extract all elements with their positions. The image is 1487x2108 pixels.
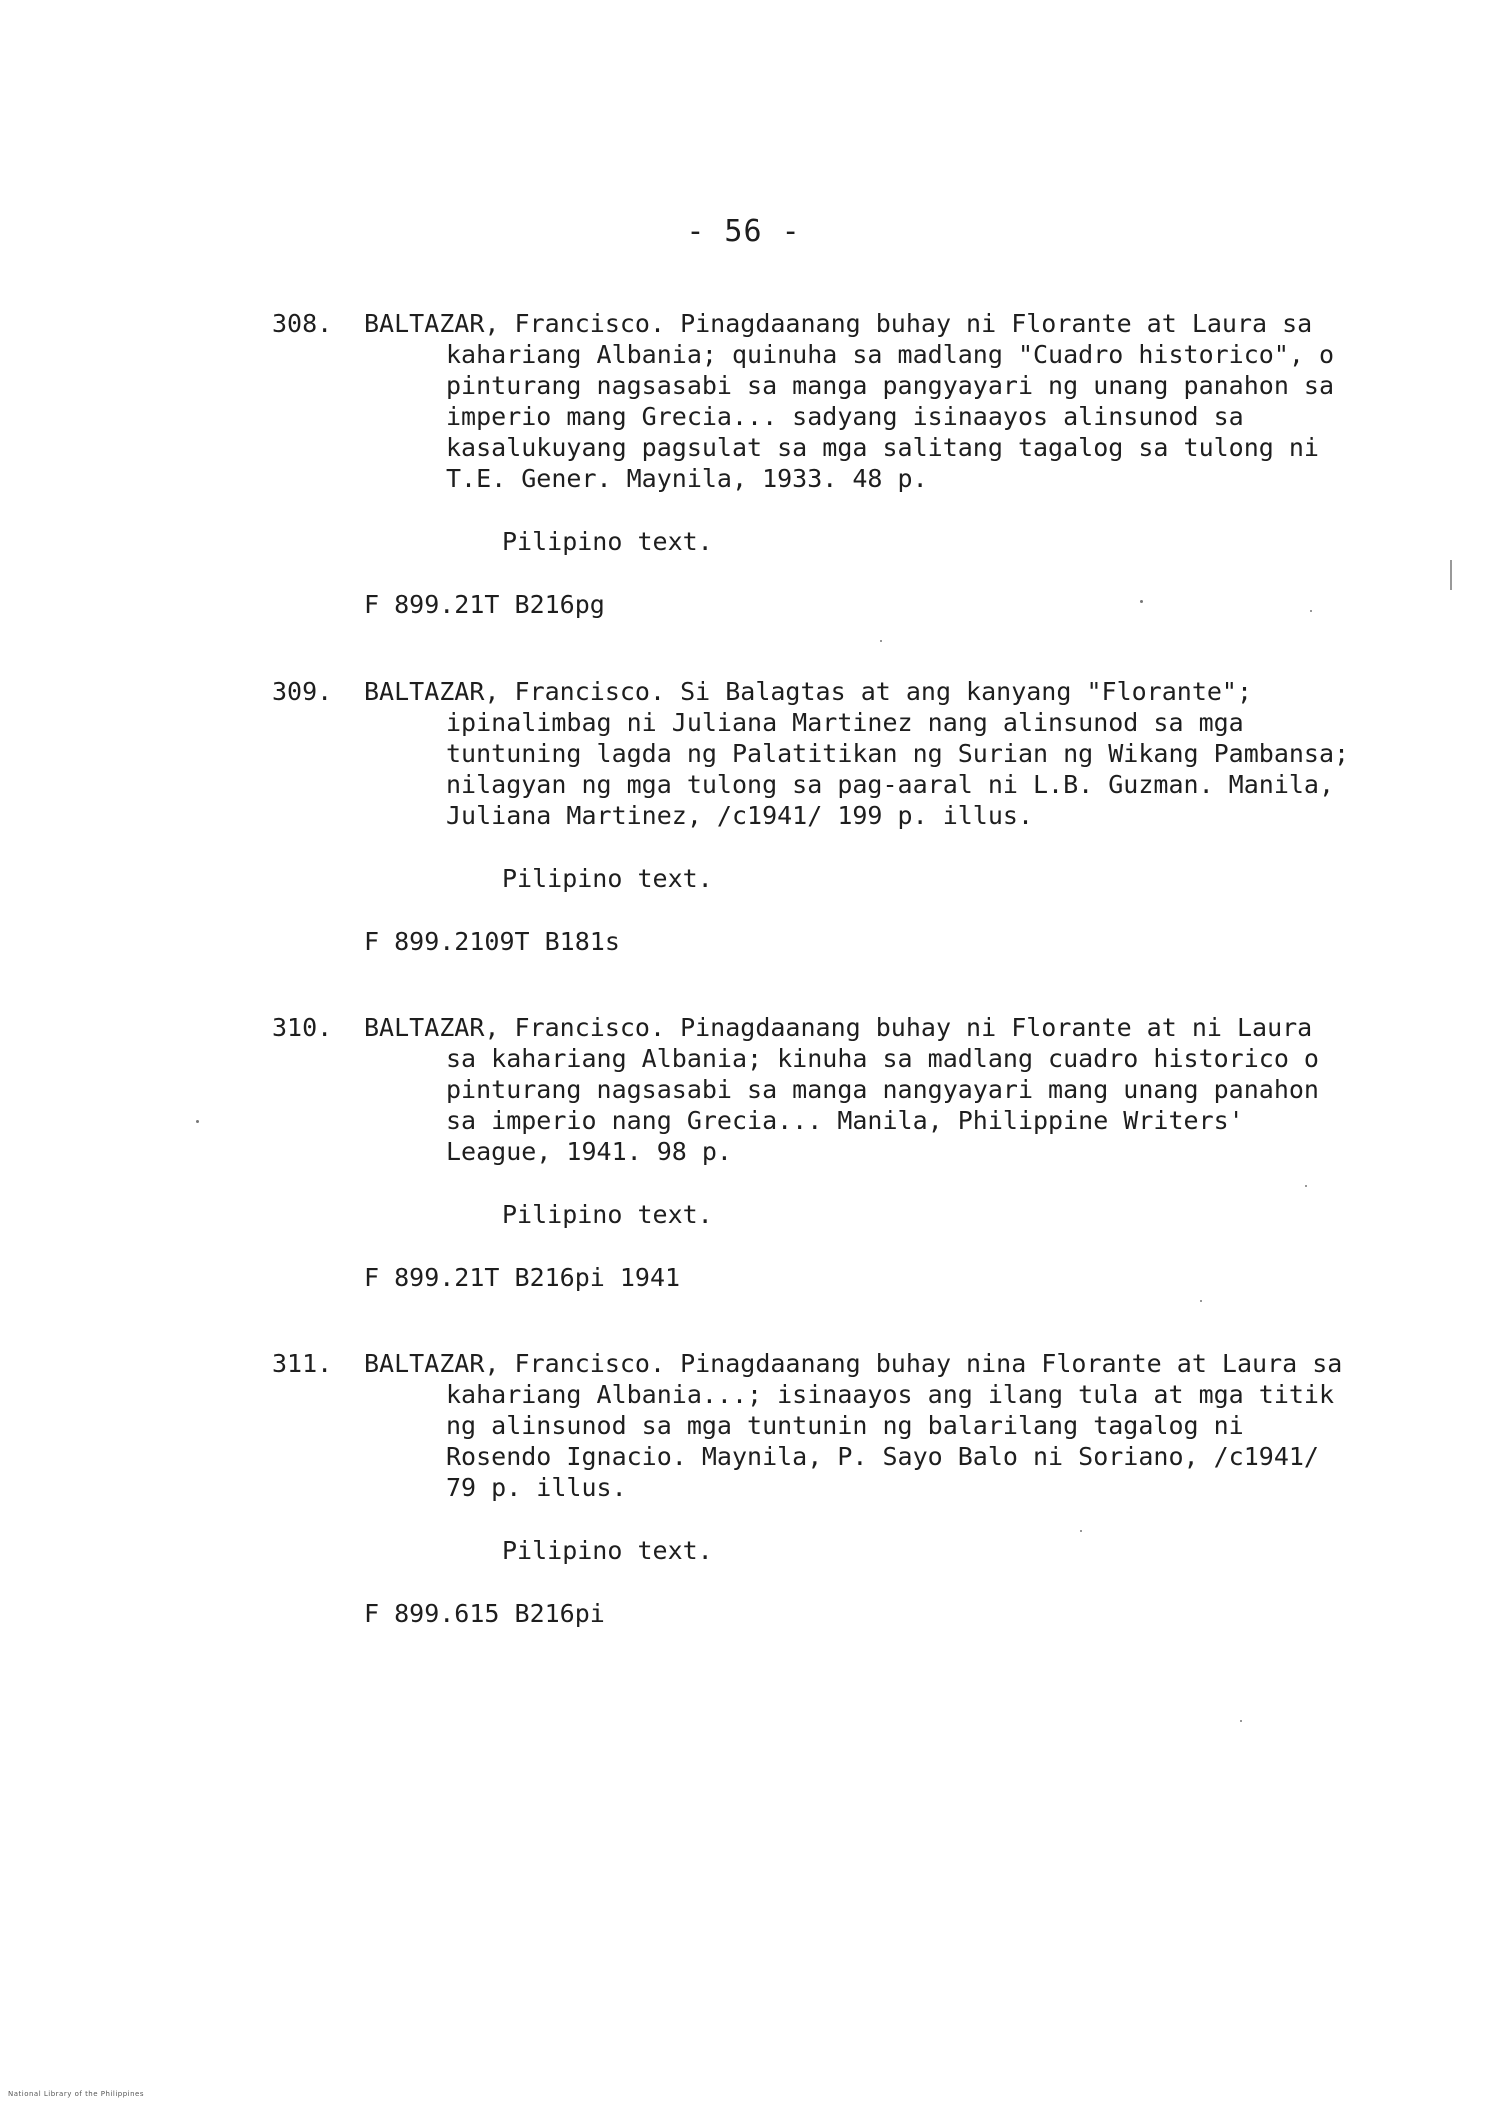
entry-citation: BALTAZAR, Francisco. Pinagdaanang buhay nina Florante at Laura sa kahariang Albania...; isinaayos ang ilang tula at mga titik ng alinsunod sa mga tuntunin ng balarilang tagalog ni Rosendo Ignacio. Maynila, P. Sayo Balo ni Soriano, /c1941/ 79 p. illus.: [364, 1349, 1343, 1502]
entry-citation: BALTAZAR, Francisco. Pinagdaanang buhay ni Florante at ni Laura sa kahariang Albania; kinuha sa madlang cuadro historico o pinturang nagsasabi sa manga nangyayari mang unang panahon sa imperio nang Grecia... Manila, Philippine Writers' League, 1941. 98 p.: [364, 1013, 1319, 1166]
scan-speck: [196, 1120, 199, 1123]
bibliography-entry-308: [272, 308, 1352, 620]
entry-language-note: Pilipino text.: [502, 1536, 713, 1565]
entry-call-number: F 899.21T B216pi 1941: [364, 1263, 681, 1292]
footer-credit: National Library of the Philippines: [8, 2090, 144, 2098]
entry-number: 310.: [272, 1013, 333, 1042]
scan-speck: [1305, 1185, 1307, 1187]
entry-language-note: Pilipino text.: [502, 864, 713, 893]
scan-speck: [1310, 610, 1312, 612]
page-number: - 56 -: [686, 214, 801, 249]
scan-speck: [1200, 1300, 1202, 1302]
entry-call-number: F 899.21T B216pg: [364, 590, 605, 619]
entry-citation: BALTAZAR, Francisco. Pinagdaanang buhay ni Florante at Laura sa kahariang Albania; quinuha sa madlang "Cuadro historico", o pinturang nagsasabi sa manga pangyayari ng unang panahon sa imperio mang Grecia... sadyang isinaayos alinsunod sa kasalukuyang pagsulat sa mga salitang tagalog sa tulong ni T.E. Gener. Maynila, 1933. 48 p.: [364, 309, 1335, 493]
entry-number: 311.: [272, 1349, 333, 1378]
scan-speck: [880, 640, 882, 642]
entry-citation: BALTAZAR, Francisco. Si Balagtas at ang kanyang "Florante"; ipinalimbag ni Juliana Martinez nang alinsunod sa mga tuntuning lagda ng Palatitikan ng Surian ng Wikang Pambansa; nilagyan ng mga tulong sa pag-aaral ni L.B. Guzman. Manila, Juliana Martinez, /c1941/ 199 p. illus.: [364, 677, 1350, 830]
bibliography-entry-311: [272, 1348, 1352, 1629]
bibliography-entry-309: [272, 676, 1352, 957]
scan-speck: [1140, 600, 1143, 603]
scan-speck: [1450, 560, 1452, 590]
scan-speck: [1080, 1530, 1082, 1532]
bibliography-entry-310: [272, 1012, 1352, 1293]
entry-call-number: F 899.615 B216pi: [364, 1599, 605, 1628]
entry-language-note: Pilipino text.: [502, 1200, 713, 1229]
scan-speck: [1240, 1720, 1242, 1722]
entry-language-note: Pilipino text.: [502, 527, 713, 556]
entry-number: 308.: [272, 309, 333, 338]
entry-call-number: F 899.2109T B181s: [364, 927, 620, 956]
entry-number: 309.: [272, 677, 333, 706]
